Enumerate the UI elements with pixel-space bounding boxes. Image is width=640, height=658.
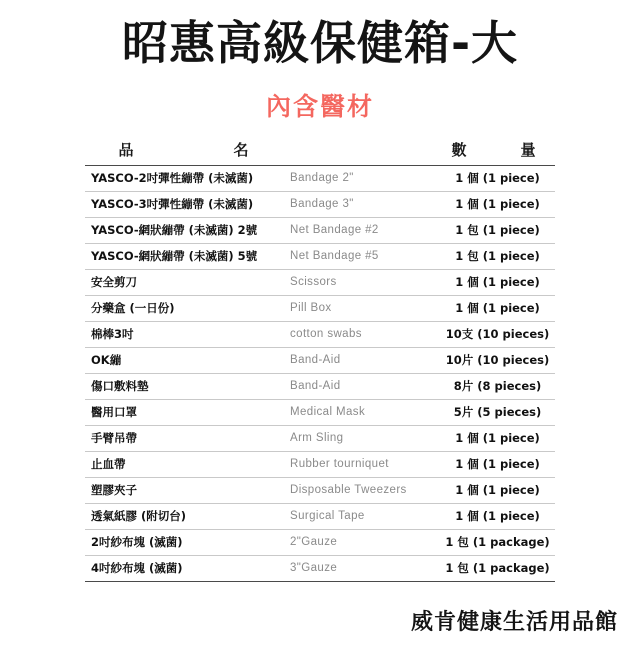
table-body — [85, 165, 555, 581]
table-row — [85, 503, 555, 529]
cell-item: OK繃 — [85, 347, 290, 373]
cell-item: 安全剪刀 — [85, 269, 290, 295]
cell-item: 傷口敷料墊 — [85, 373, 290, 399]
cell-quantity: 10支 (10 pieces) — [440, 321, 555, 347]
table-row — [85, 191, 555, 217]
cell-quantity: 1 包 (1 piece) — [440, 217, 555, 243]
table-row — [85, 295, 555, 321]
cell-english: cotton swabs — [290, 321, 440, 347]
table-row — [85, 451, 555, 477]
cell-quantity: 8片 (8 pieces) — [440, 373, 555, 399]
table-row — [85, 529, 555, 555]
cell-quantity: 5片 (5 pieces) — [440, 399, 555, 425]
table-row — [85, 269, 555, 295]
cell-english: Pill Box — [290, 295, 440, 321]
cell-english: Rubber tourniquet — [290, 451, 440, 477]
table-header-row — [85, 139, 555, 166]
table-row — [85, 321, 555, 347]
page-title: 昭惠高級保健箱-大 — [121, 16, 519, 70]
cell-quantity: 1 個 (1 piece) — [440, 295, 555, 321]
cell-item: 透氣紙膠 (附切台) — [85, 503, 290, 529]
cell-item: YASCO-2吋彈性繃帶 (未滅菌) — [85, 165, 290, 191]
cell-english: Net Bandage #5 — [290, 243, 440, 269]
cell-quantity: 1 個 (1 piece) — [440, 451, 555, 477]
column-header-quantity: 數 量 — [440, 139, 555, 166]
table-row — [85, 347, 555, 373]
contents-table — [85, 139, 555, 582]
cell-english: Bandage 2" — [290, 165, 440, 191]
cell-quantity: 1 包 (1 piece) — [440, 243, 555, 269]
cell-item: YASCO-網狀繃帶 (未滅菌) 5號 — [85, 243, 290, 269]
cell-english: Bandage 3" — [290, 191, 440, 217]
table-row — [85, 165, 555, 191]
cell-quantity: 1 個 (1 piece) — [440, 191, 555, 217]
cell-english: 2"Gauze — [290, 529, 440, 555]
cell-english: Net Bandage #2 — [290, 217, 440, 243]
contents-table-wrap — [85, 139, 555, 582]
cell-quantity: 1 個 (1 piece) — [440, 269, 555, 295]
cell-item: YASCO-3吋彈性繃帶 (未滅菌) — [85, 191, 290, 217]
product-spec-page — [0, 18, 640, 658]
cell-english: Band-Aid — [290, 373, 440, 399]
shop-name: 威肯健康生活用品館 — [410, 610, 618, 635]
cell-english: Arm Sling — [290, 425, 440, 451]
cell-quantity: 1 個 (1 piece) — [440, 503, 555, 529]
cell-item: 塑膠夾子 — [85, 477, 290, 503]
table-row — [85, 425, 555, 451]
cell-item: YASCO-網狀繃帶 (未滅菌) 2號 — [85, 217, 290, 243]
cell-item: 醫用口罩 — [85, 399, 290, 425]
table-row — [85, 399, 555, 425]
cell-item: 止血帶 — [85, 451, 290, 477]
column-header-english — [290, 139, 440, 166]
table-row — [85, 555, 555, 581]
cell-english: Band-Aid — [290, 347, 440, 373]
table-head — [85, 139, 555, 166]
cell-item: 分藥盒 (一日份) — [85, 295, 290, 321]
cell-english: Medical Mask — [290, 399, 440, 425]
table-row — [85, 373, 555, 399]
cell-quantity: 10片 (10 pieces) — [440, 347, 555, 373]
cell-quantity: 1 個 (1 piece) — [440, 477, 555, 503]
cell-english: Disposable Tweezers — [290, 477, 440, 503]
cell-quantity: 1 個 (1 piece) — [440, 165, 555, 191]
cell-english: Scissors — [290, 269, 440, 295]
cell-item: 2吋紗布塊 (滅菌) — [85, 529, 290, 555]
cell-english: Surgical Tape — [290, 503, 440, 529]
table-row — [85, 217, 555, 243]
table-row — [85, 243, 555, 269]
cell-quantity: 1 包 (1 package) — [440, 529, 555, 555]
cell-quantity: 1 個 (1 piece) — [440, 425, 555, 451]
cell-quantity: 1 包 (1 package) — [440, 555, 555, 581]
cell-item: 手臂吊帶 — [85, 425, 290, 451]
cell-item: 棉棒3吋 — [85, 321, 290, 347]
page-subtitle: 內含醫材 — [265, 91, 374, 121]
cell-item: 4吋紗布塊 (滅菌) — [85, 555, 290, 581]
column-header-item: 品 名 — [85, 139, 290, 166]
cell-english: 3"Gauze — [290, 555, 440, 581]
table-row — [85, 477, 555, 503]
